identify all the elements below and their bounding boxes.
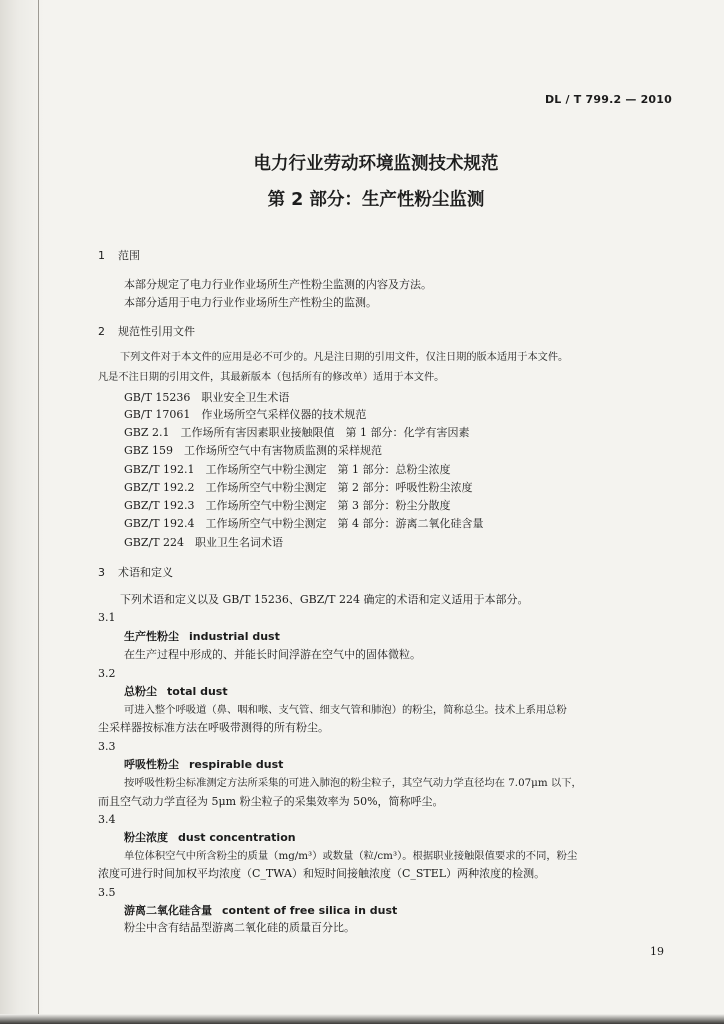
- section-number: 3: [98, 566, 105, 579]
- term-chinese: 总粉尘: [124, 685, 157, 698]
- term-number: 3.1: [98, 611, 116, 624]
- reference-item: GBZ 2.1 工作场所有害因素职业接触限值 第 1 部分：化学有害因素: [124, 426, 470, 439]
- paragraph: 本部分适用于电力行业作业场所生产性粉尘的监测。: [124, 296, 377, 309]
- term-definition: 而且空气动力学直径为 5μm 粉尘粒子的采集效率为 50%，简称呼尘。: [98, 795, 444, 808]
- term-number: 3.5: [98, 886, 116, 899]
- section-title: 术语和定义: [118, 566, 173, 579]
- term-chinese: 生产性粉尘: [124, 630, 179, 643]
- scan-bottom-edge: [0, 1014, 724, 1024]
- paragraph: 凡是不注日期的引用文件，其最新版本（包括所有的修改单）适用于本文件。: [98, 372, 445, 383]
- standard-code: DL / T 799.2 — 2010: [544, 93, 672, 106]
- term-english: content of free silica in dust: [222, 904, 398, 917]
- term-number: 3.3: [98, 740, 116, 753]
- reference-item: GBZ/T 192.3 工作场所空气中粉尘测定 第 3 部分：粉尘分散度: [124, 499, 451, 512]
- term-number: 3.4: [98, 813, 116, 826]
- reference-item: GBZ 159 工作场所空气中有害物质监测的采样规范: [124, 444, 383, 457]
- term-chinese: 粉尘浓度: [124, 831, 168, 844]
- term-chinese: 游离二氧化硅含量: [124, 904, 212, 917]
- reference-item: GB/T 15236 职业安全卫生术语: [124, 391, 290, 404]
- term-english: dust concentration: [178, 831, 296, 844]
- document-title: 电力行业劳动环境监测技术规范: [253, 154, 499, 174]
- page-number: 19: [650, 945, 664, 958]
- term-definition: 单位体积空气中所含粉尘的质量（mg/m³）或数量（粒/cm³）。根据职业接触限值要求的不同，粉尘: [124, 850, 578, 862]
- term-english: respirable dust: [189, 758, 284, 771]
- term-heading: [124, 630, 280, 644]
- section-1-heading: [98, 249, 140, 263]
- paragraph: 下列术语和定义以及 GB/T 15236、GBZ/T 224 确定的术语和定义适用于本部分。: [120, 593, 529, 606]
- term-definition: 可进入整个呼吸道（鼻、咽和喉、支气管、细支气管和肺泡）的粉尘，简称总尘。技术上系用总粉: [124, 704, 567, 716]
- term-definition: 浓度可进行时间加权平均浓度（C_TWA）和短时间接触浓度（C_STEL）两种浓度的检测。: [98, 867, 546, 880]
- section-3-heading: [98, 566, 173, 580]
- term-chinese: 呼吸性粉尘: [124, 758, 179, 771]
- section-title: 范围: [118, 249, 140, 262]
- paragraph: 本部分规定了电力行业作业场所生产性粉尘监测的内容及方法。: [124, 278, 432, 291]
- term-heading: [124, 758, 283, 772]
- term-definition: 粉尘中含有结晶型游离二氧化硅的质量百分比。: [124, 921, 355, 934]
- section-number: 2: [98, 325, 105, 338]
- reference-item: GBZ/T 192.2 工作场所空气中粉尘测定 第 2 部分：呼吸性粉尘浓度: [124, 481, 473, 494]
- reference-item: GB/T 17061 作业场所空气采样仪器的技术规范: [124, 408, 367, 421]
- paragraph: 下列文件对于本文件的应用是必不可少的。凡是注日期的引用文件，仅注日期的版本适用于本文件。: [120, 352, 569, 363]
- term-heading: [124, 685, 228, 699]
- section-title: 规范性引用文件: [118, 325, 195, 338]
- reference-item: GBZ/T 192.4 工作场所空气中粉尘测定 第 4 部分：游离二氧化硅含量: [124, 517, 484, 530]
- section-number: 1: [98, 249, 105, 262]
- document-subtitle: 第 2 部分：生产性粉尘监测: [267, 190, 485, 210]
- reference-item: GBZ/T 192.1 工作场所空气中粉尘测定 第 1 部分：总粉尘浓度: [124, 463, 451, 476]
- term-definition: 尘采样器按标准方法在呼吸带测得的所有粉尘。: [98, 721, 329, 734]
- term-english: industrial dust: [189, 630, 280, 643]
- term-english: total dust: [167, 685, 228, 698]
- reference-item: GBZ/T 224 职业卫生名词术语: [124, 536, 284, 549]
- term-definition: 在生产过程中形成的、并能长时间浮游在空气中的固体微粒。: [124, 648, 421, 661]
- term-heading: [124, 831, 296, 845]
- term-definition: 按呼吸性粉尘标准测定方法所采集的可进入肺泡的粉尘粒子，其空气动力学直径均在 7.07μm 以下，: [124, 777, 582, 789]
- term-number: 3.2: [98, 667, 116, 680]
- section-2-heading: [98, 325, 195, 339]
- term-heading: [124, 904, 397, 918]
